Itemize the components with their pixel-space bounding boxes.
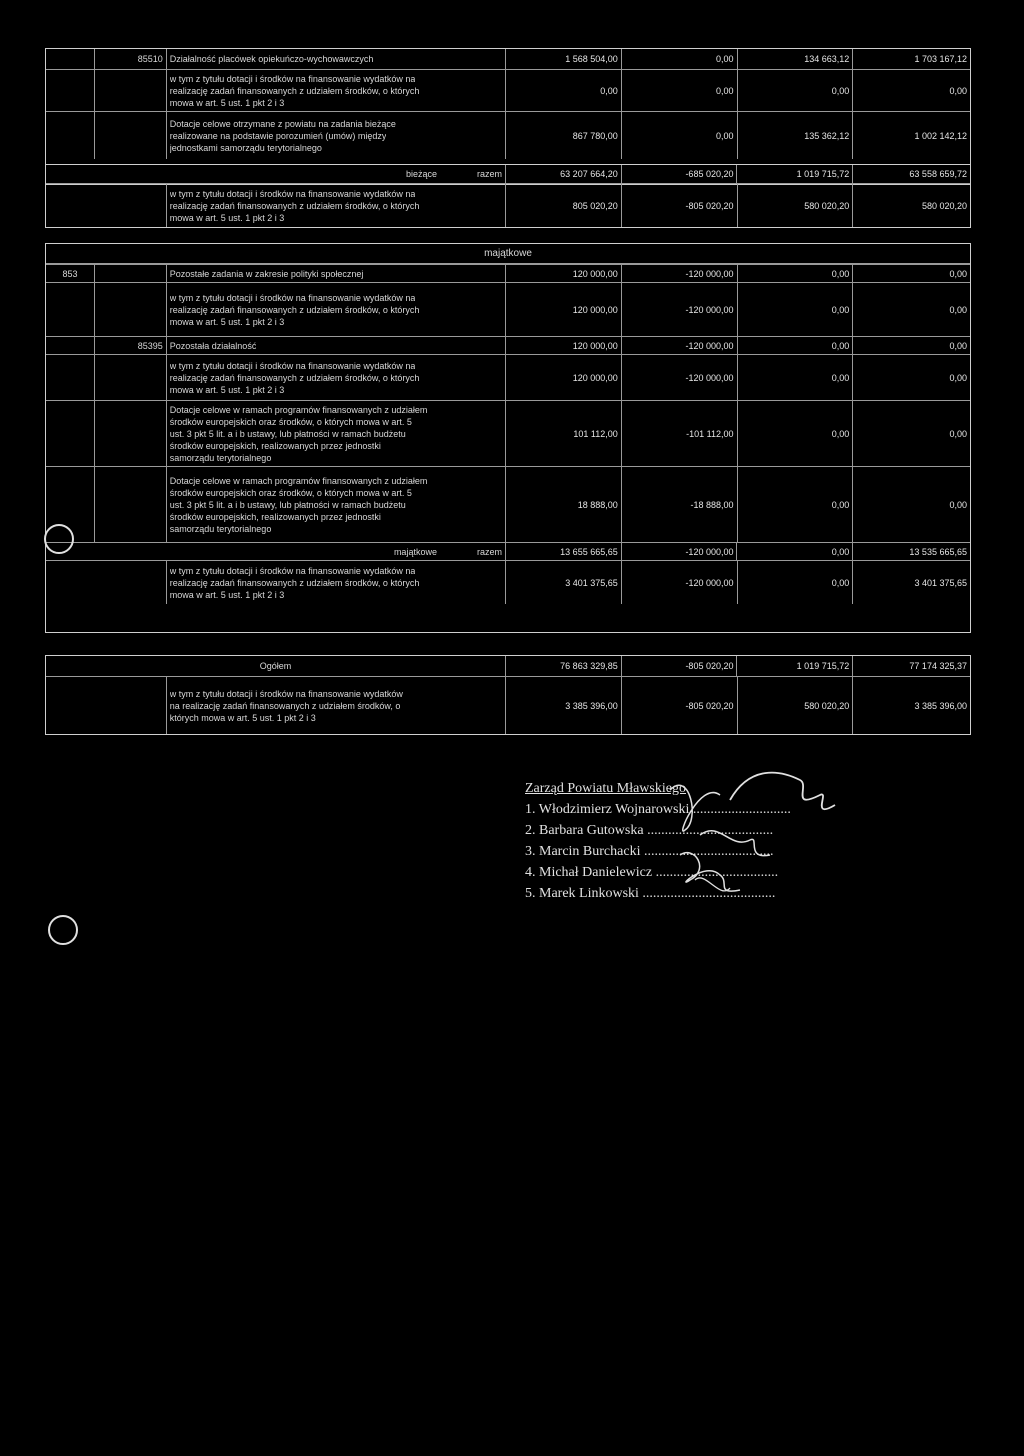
description-line: realizację zadań finansowanych z udziałem środków, o których	[169, 577, 420, 588]
board-member-1: 1. Włodzimierz Wojnarowski ............................	[525, 802, 791, 817]
cell-amount: 0,00	[621, 49, 737, 69]
cell-amount: -805 020,20	[621, 656, 737, 676]
cell-description	[166, 265, 505, 282]
summary-sub-row	[46, 560, 970, 604]
cell-amount: -101 112,00	[621, 401, 737, 466]
cell-dzial	[46, 70, 94, 111]
cell-amount: 13 655 665,65	[505, 543, 621, 560]
cell-amount: 0,00	[737, 561, 853, 604]
cell-amount: 0,00	[737, 283, 853, 336]
board-member-4: 4. Michał Danielewicz ...................................	[525, 865, 779, 880]
description-line: w tym z tytułu dotacji i środków na finansowanie wydatków na	[169, 188, 416, 199]
cell-amount: -120 000,00	[621, 337, 737, 354]
cell-amount: 0,00	[621, 70, 737, 111]
cell-amount: -120 000,00	[621, 543, 737, 560]
description-line: środków europejskich, realizowanych przez jednostki	[169, 511, 381, 522]
cell-amount: -685 020,20	[621, 165, 737, 183]
cell-amount: 580 020,20	[737, 184, 853, 227]
cell-amount: 3 401 375,65	[505, 561, 621, 604]
description-line: mowa w art. 5 ust. 1 pkt 2 i 3	[169, 97, 285, 108]
description-line: Dotacje celowe otrzymane z powiatu na zadania bieżące	[169, 118, 396, 129]
cell-amount: 0,00	[737, 401, 853, 466]
description-line: środków europejskich oraz środków, o których mowa w art. 5	[169, 416, 412, 427]
summary-label	[46, 543, 505, 560]
cell-amount: 0,00	[737, 467, 853, 542]
board-member-2: 2. Barbara Gutowska ....................................	[525, 823, 774, 838]
cell-amount: 63 207 664,20	[505, 165, 621, 183]
description-line: Dotacje celowe w ramach programów finansowanych z udziałem	[169, 475, 428, 486]
summary-razem: razem	[476, 169, 502, 179]
cell-amount: 0,00	[852, 355, 970, 400]
cell-amount: 0,00	[737, 70, 853, 111]
description-line: mowa w art. 5 ust. 1 pkt 2 i 3	[169, 589, 285, 600]
description-line: w tym z tytułu dotacji i środków na finansowanie wydatków na	[169, 565, 416, 576]
summary-type: bieżące	[405, 169, 437, 179]
cell-dzial	[46, 337, 94, 354]
description-line: w tym z tytułu dotacji i środków na finansowanie wydatków	[169, 688, 403, 699]
description-line: mowa w art. 5 ust. 1 pkt 2 i 3	[169, 384, 285, 395]
table-row	[46, 354, 970, 400]
cell-description	[166, 337, 505, 354]
board-title: Zarząd Powiatu Mławskiego	[525, 781, 686, 796]
cell-amount: 3 401 375,65	[852, 561, 970, 604]
cell-description	[166, 355, 505, 400]
cell-rozdzial: 85510	[94, 49, 166, 69]
table-row	[46, 336, 970, 354]
description-line: Pozostałe zadania w zakresie polityki społecznej	[169, 268, 364, 279]
cell-rozdzial	[94, 70, 166, 111]
cell-amount: 0,00	[737, 337, 853, 354]
table-section-property	[45, 243, 971, 633]
table-row	[46, 466, 970, 542]
cell-description	[166, 561, 505, 604]
description-line: ust. 3 pkt 5 lit. a i b ustawy, lub płatności w ramach budżetu	[169, 428, 406, 439]
cell-amount: 120 000,00	[505, 283, 621, 336]
cell-amount: 0,00	[737, 355, 853, 400]
table-row	[46, 264, 970, 282]
cell-description	[166, 70, 505, 111]
cell-amount: 13 535 665,65	[852, 543, 970, 560]
punch-hole-lower	[48, 915, 78, 945]
description-line: mowa w art. 5 ust. 1 pkt 2 i 3	[169, 212, 285, 223]
cell-description	[166, 49, 505, 69]
cell-rozdzial	[94, 401, 166, 466]
cell-amount: 580 020,20	[852, 184, 970, 227]
description-line: środków europejskich oraz środków, o których mowa w art. 5	[169, 487, 412, 498]
description-line: Pozostała działalność	[169, 340, 257, 351]
cell-dzial	[46, 283, 94, 336]
table-row	[46, 282, 970, 336]
summary-sub-row	[46, 183, 970, 227]
description-line: Działalność placówek opiekuńczo-wychowawczych	[169, 54, 374, 64]
table-row	[46, 69, 970, 111]
section-title-text: majątkowe	[484, 248, 532, 259]
description-line: realizację zadań finansowanych z udziałem środków, o których	[169, 304, 420, 315]
description-line: realizowane na podstawie porozumień (umów) między	[169, 130, 387, 141]
cell-dzial	[46, 112, 94, 159]
table-row	[46, 111, 970, 159]
cell-description	[166, 112, 505, 159]
description-line: samorządu terytorialnego	[169, 452, 272, 463]
board-member-3: 3. Marcin Burchacki .....................................	[525, 844, 774, 859]
cell-amount: 1 002 142,12	[852, 112, 970, 159]
cell-amount: 0,00	[736, 543, 852, 560]
cell-dzial	[46, 401, 94, 466]
summary-row	[46, 542, 970, 560]
cell-amount: 135 362,12	[737, 112, 853, 159]
cell-amount: 0,00	[852, 337, 970, 354]
cell-amount: 1 019 715,72	[736, 165, 852, 183]
section-title	[46, 244, 970, 264]
cell-dzial: 853	[62, 268, 78, 279]
cell-dzial	[46, 49, 94, 69]
table-section-total	[45, 655, 971, 735]
cell-description	[166, 283, 505, 336]
cell-amount: 1 703 167,12	[852, 49, 970, 69]
cell-amount: 120 000,00	[505, 355, 621, 400]
cell-dzial	[46, 355, 94, 400]
cell-rozdzial	[94, 112, 166, 159]
description-line: realizację zadań finansowanych z udziałem środków, o których	[169, 85, 420, 96]
description-line: ust. 3 pkt 5 lit. a i b ustawy, lub płatności w ramach budżetu	[169, 499, 406, 510]
description-line: realizację zadań finansowanych z udziałem środków, o których	[169, 200, 420, 211]
punch-hole-upper	[44, 524, 74, 554]
cell-amount: 3 385 396,00	[505, 677, 621, 734]
summary-sub-row	[46, 676, 970, 734]
cell-amount: 0,00	[505, 70, 621, 111]
cell-amount: 0,00	[852, 70, 970, 111]
cell-amount: 18 888,00	[505, 467, 621, 542]
summary-row	[46, 165, 970, 183]
cell-amount: 120 000,00	[505, 337, 621, 354]
total-label-text: Ogółem	[259, 661, 292, 671]
cell-amount: 580 020,20	[737, 677, 853, 734]
cell-amount: -120 000,00	[621, 355, 737, 400]
cell-amount: -120 000,00	[621, 265, 737, 282]
cell-description	[166, 467, 505, 542]
cell-rozdzial	[94, 467, 166, 542]
description-line: których mowa w art. 5 ust. 1 pkt 2 i 3	[169, 712, 316, 723]
description-line: samorządu terytorialnego	[169, 523, 272, 534]
table-row	[46, 400, 970, 466]
description-line: Dotacje celowe w ramach programów finansowanych z udziałem	[169, 404, 428, 415]
cell-amount: 0,00	[737, 265, 853, 282]
cell-amount: 805 020,20	[505, 184, 621, 227]
cell-description	[166, 401, 505, 466]
summary-type: majątkowe	[393, 546, 437, 557]
cell-rozdzial: 85395	[94, 337, 166, 354]
handwritten-signatures	[660, 760, 860, 910]
cell-amount: 63 558 659,72	[852, 165, 970, 183]
cell-amount: -805 020,20	[621, 184, 737, 227]
cell-amount: 76 863 329,85	[505, 656, 621, 676]
table-section-current-summary	[45, 164, 971, 228]
cell-rozdzial	[94, 283, 166, 336]
description-line: w tym z tytułu dotacji i środków na finansowanie wydatków na	[169, 292, 416, 303]
cell-amount: 134 663,12	[737, 49, 853, 69]
cell-amount: 0,00	[621, 112, 737, 159]
summary-label	[46, 165, 505, 183]
cell-amount: -120 000,00	[621, 561, 737, 604]
cell-amount: -120 000,00	[621, 283, 737, 336]
cell-amount: 0,00	[852, 265, 970, 282]
cell-amount: 867 780,00	[505, 112, 621, 159]
cell-rozdzial	[94, 265, 166, 282]
description-line: na realizację zadań finansowanych z udziałem środków, o	[169, 700, 401, 711]
description-line: w tym z tytułu dotacji i środków na finansowanie wydatków na	[169, 73, 416, 84]
description-line: środków europejskich, realizowanych przez jednostki	[169, 440, 381, 451]
cell-amount: 1 568 504,00	[505, 49, 621, 69]
cell-amount: 0,00	[852, 283, 970, 336]
cell-rozdzial	[94, 355, 166, 400]
description-line: w tym z tytułu dotacji i środków na finansowanie wydatków na	[169, 360, 416, 371]
cell-amount: -18 888,00	[621, 467, 737, 542]
description-line: mowa w art. 5 ust. 1 pkt 2 i 3	[169, 316, 285, 327]
description-line: jednostkami samorządu terytorialnego	[169, 142, 322, 153]
cell-amount: 0,00	[852, 401, 970, 466]
cell-description	[166, 184, 505, 227]
board-member-5: 5. Marek Linkowski ......................................	[525, 886, 776, 901]
cell-amount: 1 019 715,72	[736, 656, 852, 676]
summary-razem: razem	[476, 546, 502, 557]
cell-amount: 120 000,00	[505, 265, 621, 282]
table-row	[46, 49, 970, 69]
description-line: realizację zadań finansowanych z udziałem środków, o których	[169, 372, 420, 383]
total-label	[46, 656, 505, 676]
cell-amount: 3 385 396,00	[852, 677, 970, 734]
total-row	[46, 656, 970, 676]
cell-amount: -805 020,20	[621, 677, 737, 734]
cell-description	[166, 677, 505, 734]
cell-amount: 77 174 325,37	[852, 656, 970, 676]
cell-amount: 101 112,00	[505, 401, 621, 466]
cell-amount: 0,00	[852, 467, 970, 542]
